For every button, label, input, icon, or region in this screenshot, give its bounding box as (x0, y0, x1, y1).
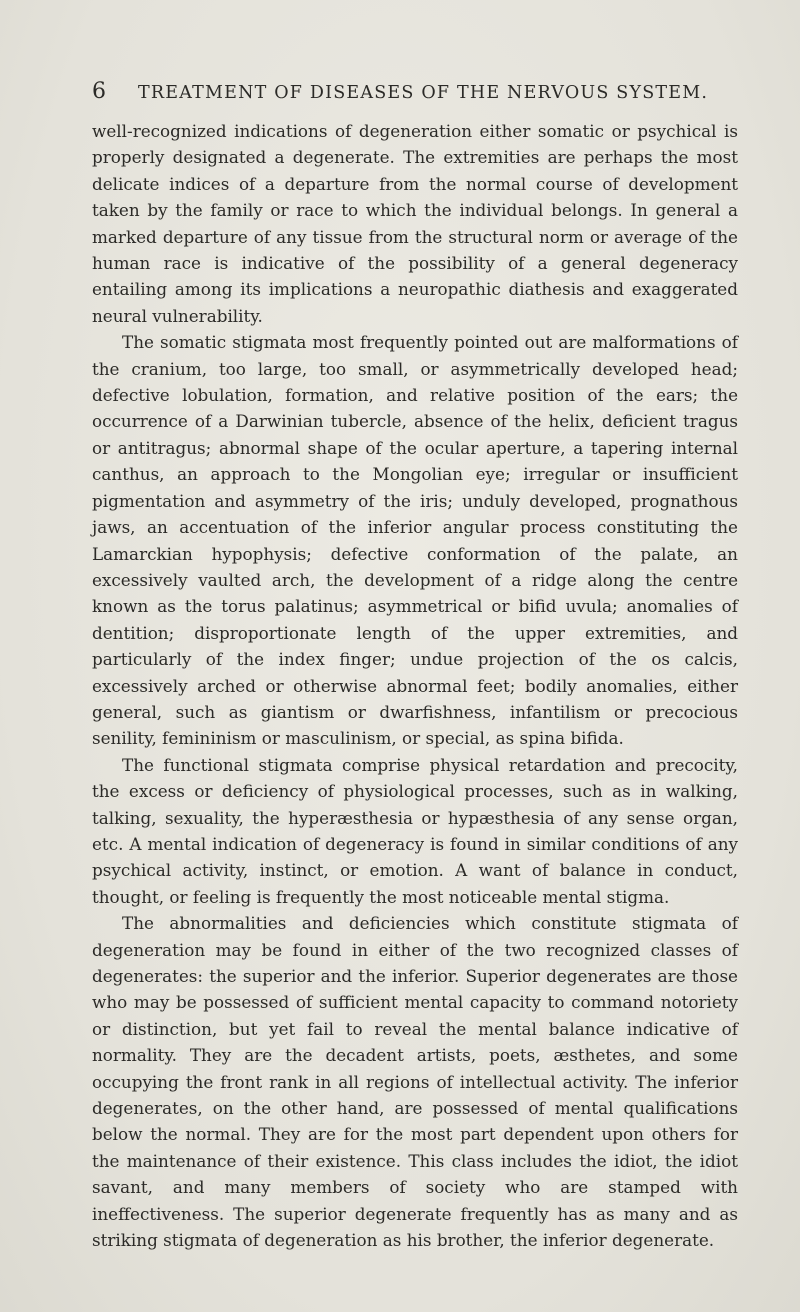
body-text (92, 118, 738, 1253)
paragraph: The functional stigmata comprise physical retardation and precocity, the excess or deficiency of physiological processes, such as in walking, talking, sexuality, the hyperæsthesia or hypæsthesia of any sense organ, etc. A mental indication of degeneracy is found in similar conditions of any psychical activity, instinct, or emotion. A want of balance in conduct, thought, or feeling is frequently the most noticeable mental stigma. (92, 754, 738, 907)
paragraph: The abnormalities and deficiencies which constitute stigmata of degeneration may be found in either of the two recognized classes of degenerates: the superior and the inferior. Superior degenerates are those who may be possessed of sufficient mental capacity to command notoriety or distinction, but yet fail to reveal the mental balance indicative of normality. They are the decadent artists, poets, æsthetes, and some occupying the front rank in all regions of intellectual activity. The inferior degenerates, on the other hand, are possessed of mental qualifications below the normal. They are for the most part dependent upon others for the maintenance of their existence. This class includes the idiot, the idiot savant, and many members of society who are stamped with ineffectiveness. The superior degenerate frequently has as many and as striking stigmata of degeneration as his brother, the inferior degenerate. (92, 913, 738, 1251)
page-number: 6 (92, 79, 106, 104)
paragraph: The somatic stigmata most frequently pointed out are malformations of the cranium, too large, too small, or asymmetrically developed head; defective lobulation, formation, and relative position of the ears; the occurrence of a Darwinian tubercle, absence of the helix, deficient tragus or antitragus; abnormal shape of the ocular aperture, a tapering internal canthus, an approach to the Mongolian eye; irregular or insufficient pigmentation and asymmetry of the iris; unduly developed, prognathous jaws, an accentuation of the inferior angular process constituting the Lamarckian hypophysis; defective conformation of the palate, an excessively vaulted arch, the development of a ridge along the centre known as the torus palatinus; asymmetrical or bifid uvula; anomalies of dentition; disproportionate length of the upper extremities, and particularly of the index finger; undue projection of the os calcis, excessively arched or otherwise abnormal feet; bodily anomalies, either general, such as giantism or dwarfishness, infantilism or precocious senility, femininism or masculinism, or special, as spina bifida. (92, 332, 738, 749)
running-title: TREATMENT OF DISEASES OF THE NERVOUS SYSTEM. (138, 83, 709, 103)
running-head (92, 78, 732, 106)
paragraph: well-recognized indications of degeneration either somatic or psychical is properly designated a degenerate. The extremities are perhaps the most delicate indices of a departure from the normal course of development taken by the family or race to which the individual belongs. In general a marked departure of any tissue from the structural norm or average of the human race is indicative of the possibility of a general degeneracy entailing among its implications a neuropathic diathesis and exaggerated neural vulnerability. (92, 121, 738, 326)
